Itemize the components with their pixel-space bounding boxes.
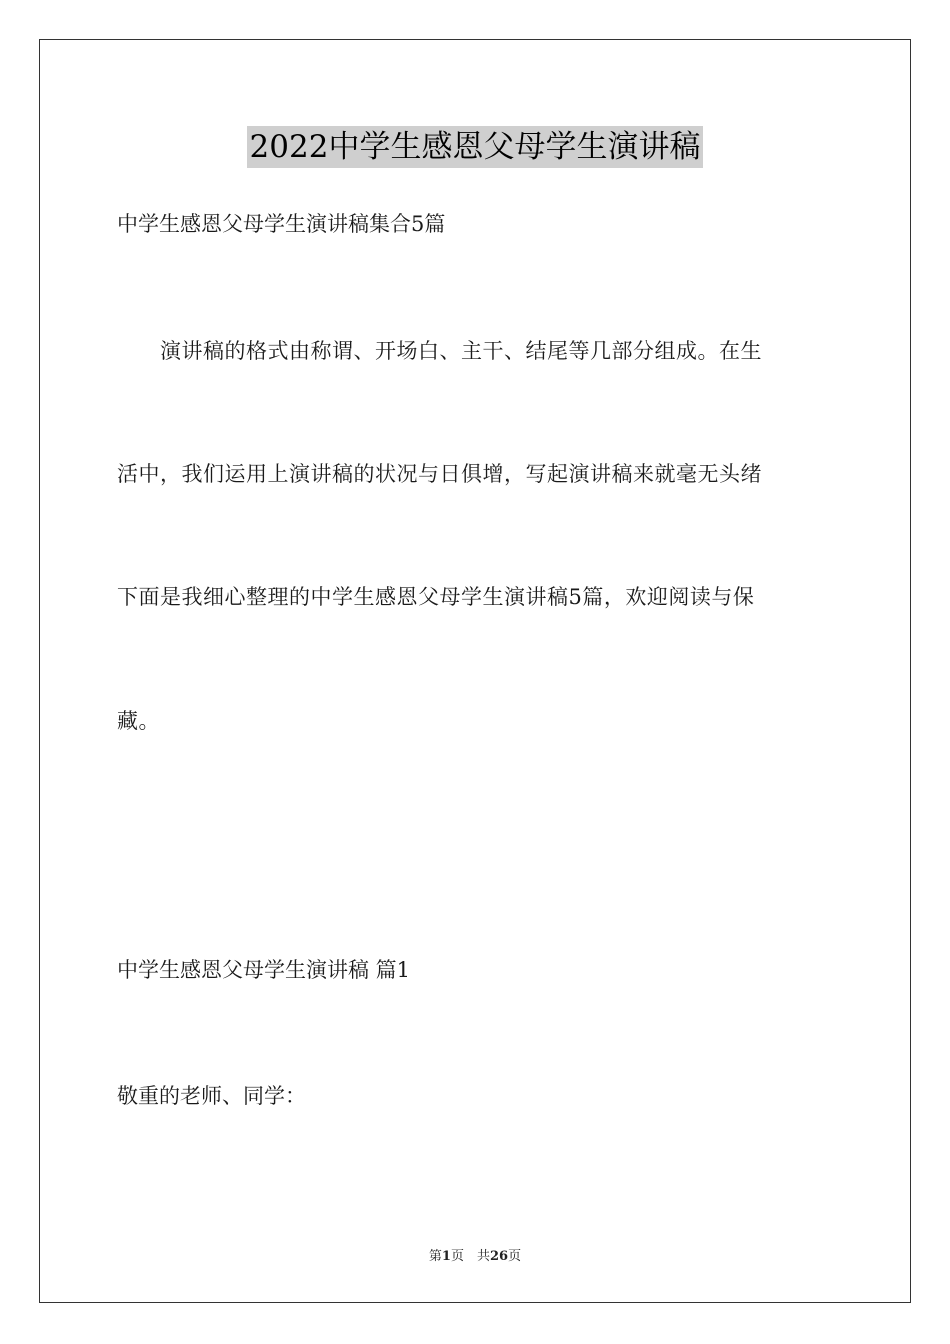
footer-page-mid: 页 共 [450, 1249, 490, 1264]
intro-line-4: 藏。 [117, 709, 160, 733]
document-title: 2022中学生感恩父母学生演讲稿 [247, 126, 704, 168]
title-container [0, 126, 950, 168]
footer-page-total: 26 [489, 1249, 509, 1264]
section-heading: 中学生感恩父母学生演讲稿 篇1 [117, 958, 411, 982]
intro-line-1: 演讲稿的格式由称谓、开场白、主干、结尾等几部分组成。在生 [117, 339, 762, 363]
footer-page-prefix: 第 [428, 1249, 442, 1264]
footer-page-current: 1 [441, 1249, 451, 1264]
footer-page-suffix: 页 [508, 1249, 522, 1264]
page-footer [0, 1248, 950, 1266]
document-subtitle: 中学生感恩父母学生演讲稿集合5篇 [117, 212, 446, 236]
intro-line-2: 活中，我们运用上演讲稿的状况与日俱增，写起演讲稿来就毫无头绪 [117, 462, 762, 486]
salutation: 敬重的老师、同学： [117, 1084, 306, 1108]
intro-line-3: 下面是我细心整理的中学生感恩父母学生演讲稿5篇，欢迎阅读与保 [117, 585, 755, 609]
